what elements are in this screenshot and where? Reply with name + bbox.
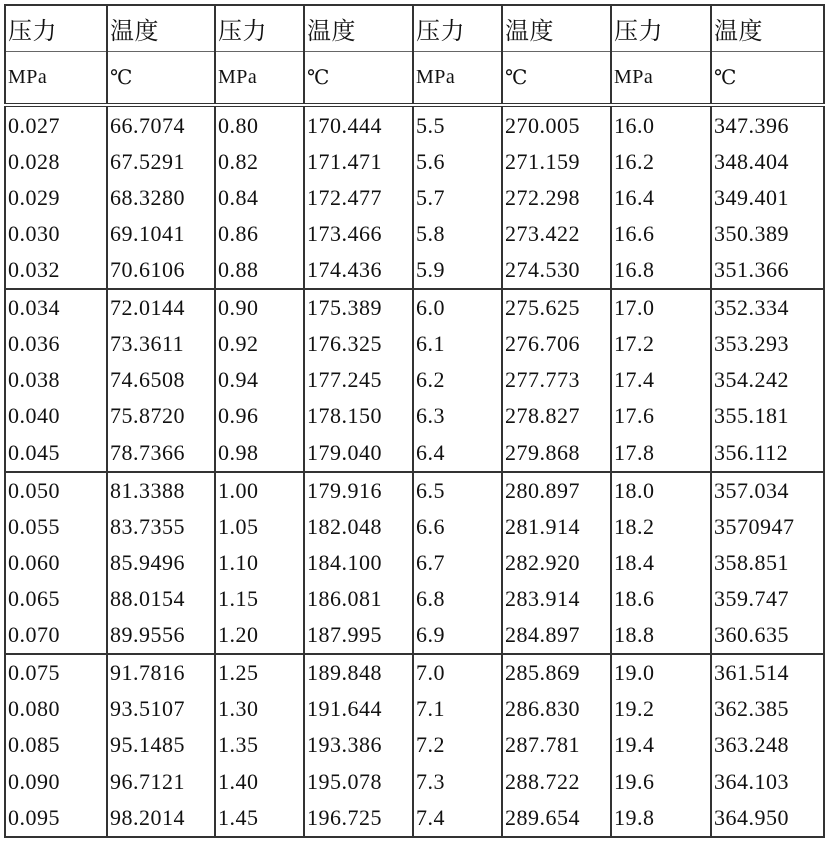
table-cell: 0.050 — [5, 472, 107, 509]
table-cell: 67.5291 — [107, 144, 215, 180]
table-row — [5, 581, 824, 617]
table-cell: 184.100 — [304, 545, 413, 581]
table-cell: 17.0 — [611, 289, 711, 326]
table-cell: 354.242 — [711, 362, 824, 398]
table-cell: 0.98 — [215, 435, 304, 472]
table-cell: 18.4 — [611, 545, 711, 581]
table-cell: 0.095 — [5, 800, 107, 837]
table-cell: 19.4 — [611, 727, 711, 763]
table-cell: 364.950 — [711, 800, 824, 837]
table-cell: 0.034 — [5, 289, 107, 326]
table-cell: 348.404 — [711, 144, 824, 180]
table-cell: 0.80 — [215, 105, 304, 143]
table-cell: 179.916 — [304, 472, 413, 509]
table-row — [5, 326, 824, 362]
table-cell: 359.747 — [711, 581, 824, 617]
table-cell: 7.4 — [413, 800, 502, 837]
table-cell: 0.036 — [5, 326, 107, 362]
table-cell: 0.070 — [5, 617, 107, 654]
table-cell: 19.8 — [611, 800, 711, 837]
table-cell: 5.8 — [413, 216, 502, 252]
table-cell: 271.159 — [502, 144, 611, 180]
table-cell: 0.030 — [5, 216, 107, 252]
table-cell: 357.034 — [711, 472, 824, 509]
table-cell: 17.4 — [611, 362, 711, 398]
table-cell: 70.6106 — [107, 252, 215, 289]
table-cell: 1.45 — [215, 800, 304, 837]
table-cell: 171.471 — [304, 144, 413, 180]
table-cell: 1.10 — [215, 545, 304, 581]
table-cell: 6.4 — [413, 435, 502, 472]
table-row — [5, 764, 824, 800]
table-cell: 6.1 — [413, 326, 502, 362]
table-cell: 187.995 — [304, 617, 413, 654]
table-row — [5, 617, 824, 654]
table-cell: 16.6 — [611, 216, 711, 252]
table-cell: 1.25 — [215, 654, 304, 691]
table-cell: 72.0144 — [107, 289, 215, 326]
header-row — [5, 5, 824, 51]
table-cell: 91.7816 — [107, 654, 215, 691]
table-cell: 7.2 — [413, 727, 502, 763]
table-cell: 19.0 — [611, 654, 711, 691]
table-cell: 178.150 — [304, 398, 413, 434]
table-cell: 5.9 — [413, 252, 502, 289]
table-cell: 289.654 — [502, 800, 611, 837]
table-cell: 0.96 — [215, 398, 304, 434]
table-cell: 1.15 — [215, 581, 304, 617]
table-cell: 98.2014 — [107, 800, 215, 837]
header-cell: 温度 — [107, 5, 215, 51]
table-row — [5, 654, 824, 691]
table-cell: 0.055 — [5, 509, 107, 545]
table-cell: 19.2 — [611, 691, 711, 727]
table-cell: 89.9556 — [107, 617, 215, 654]
table-cell: 19.6 — [611, 764, 711, 800]
table-cell: 0.029 — [5, 180, 107, 216]
table-row — [5, 362, 824, 398]
table-cell: 7.3 — [413, 764, 502, 800]
table-cell: 69.1041 — [107, 216, 215, 252]
table-cell: 270.005 — [502, 105, 611, 143]
table-cell: 362.385 — [711, 691, 824, 727]
table-cell: 0.82 — [215, 144, 304, 180]
table-row — [5, 472, 824, 509]
table-cell: 81.3388 — [107, 472, 215, 509]
table-cell: 174.436 — [304, 252, 413, 289]
table-cell: 6.9 — [413, 617, 502, 654]
table-cell: 74.6508 — [107, 362, 215, 398]
table-cell: 0.88 — [215, 252, 304, 289]
table-row — [5, 216, 824, 252]
table-cell: 18.2 — [611, 509, 711, 545]
table-cell: 0.028 — [5, 144, 107, 180]
table-cell: 0.86 — [215, 216, 304, 252]
table-cell: 195.078 — [304, 764, 413, 800]
table-cell: 0.045 — [5, 435, 107, 472]
table-cell: 0.032 — [5, 252, 107, 289]
table-row — [5, 509, 824, 545]
unit-cell: ℃ — [107, 51, 215, 105]
table-row — [5, 691, 824, 727]
table-cell: 17.6 — [611, 398, 711, 434]
unit-cell: ℃ — [502, 51, 611, 105]
table-cell: 17.8 — [611, 435, 711, 472]
table-cell: 6.5 — [413, 472, 502, 509]
unit-cell: ℃ — [711, 51, 824, 105]
unit-cell: MPa — [413, 51, 502, 105]
header-cell: 温度 — [711, 5, 824, 51]
table-cell: 191.644 — [304, 691, 413, 727]
table-cell: 176.325 — [304, 326, 413, 362]
table-cell: 17.2 — [611, 326, 711, 362]
table-row — [5, 800, 824, 837]
unit-cell: ℃ — [304, 51, 413, 105]
table-cell: 1.00 — [215, 472, 304, 509]
table-cell: 73.3611 — [107, 326, 215, 362]
table-cell: 0.84 — [215, 180, 304, 216]
table-cell: 196.725 — [304, 800, 413, 837]
table-cell: 172.477 — [304, 180, 413, 216]
table-cell: 6.7 — [413, 545, 502, 581]
pressure-temperature-table — [4, 4, 825, 838]
table-cell: 5.6 — [413, 144, 502, 180]
header-cell: 温度 — [502, 5, 611, 51]
table-cell: 189.848 — [304, 654, 413, 691]
table-cell: 349.401 — [711, 180, 824, 216]
table-cell: 360.635 — [711, 617, 824, 654]
table-cell: 0.065 — [5, 581, 107, 617]
table-cell: 96.7121 — [107, 764, 215, 800]
table-cell: 1.05 — [215, 509, 304, 545]
table-cell: 285.869 — [502, 654, 611, 691]
table-cell: 88.0154 — [107, 581, 215, 617]
table-cell: 355.181 — [711, 398, 824, 434]
table-cell: 95.1485 — [107, 727, 215, 763]
table-row — [5, 289, 824, 326]
table-cell: 0.075 — [5, 654, 107, 691]
table-cell: 68.3280 — [107, 180, 215, 216]
table-cell: 0.040 — [5, 398, 107, 434]
table-cell: 1.35 — [215, 727, 304, 763]
table-row — [5, 105, 824, 143]
table-cell: 347.396 — [711, 105, 824, 143]
table-cell: 273.422 — [502, 216, 611, 252]
table-cell: 353.293 — [711, 326, 824, 362]
table-cell: 0.027 — [5, 105, 107, 143]
table-cell: 284.897 — [502, 617, 611, 654]
unit-cell: MPa — [5, 51, 107, 105]
table-cell: 182.048 — [304, 509, 413, 545]
header-cell: 压力 — [215, 5, 304, 51]
table-cell: 276.706 — [502, 326, 611, 362]
table-row — [5, 398, 824, 434]
table-cell: 186.081 — [304, 581, 413, 617]
table-cell: 6.8 — [413, 581, 502, 617]
table-cell: 3570947 — [711, 509, 824, 545]
table-cell: 16.4 — [611, 180, 711, 216]
table-cell: 93.5107 — [107, 691, 215, 727]
table-cell: 177.245 — [304, 362, 413, 398]
table-cell: 16.8 — [611, 252, 711, 289]
table-cell: 85.9496 — [107, 545, 215, 581]
table-cell: 1.30 — [215, 691, 304, 727]
table-cell: 16.2 — [611, 144, 711, 180]
table-cell: 281.914 — [502, 509, 611, 545]
table-cell: 358.851 — [711, 545, 824, 581]
table-cell: 0.92 — [215, 326, 304, 362]
table-cell: 0.90 — [215, 289, 304, 326]
table-cell: 288.722 — [502, 764, 611, 800]
table-cell: 78.7366 — [107, 435, 215, 472]
table-cell: 274.530 — [502, 252, 611, 289]
table-cell: 0.94 — [215, 362, 304, 398]
table-row — [5, 144, 824, 180]
table-cell: 1.40 — [215, 764, 304, 800]
table-cell: 75.8720 — [107, 398, 215, 434]
table-cell: 18.0 — [611, 472, 711, 509]
table-row — [5, 435, 824, 472]
table-row — [5, 252, 824, 289]
table-cell: 0.085 — [5, 727, 107, 763]
table-row — [5, 727, 824, 763]
table-cell: 16.0 — [611, 105, 711, 143]
table-cell: 18.8 — [611, 617, 711, 654]
table-cell: 280.897 — [502, 472, 611, 509]
table-cell: 0.080 — [5, 691, 107, 727]
table-cell: 361.514 — [711, 654, 824, 691]
table-cell: 6.0 — [413, 289, 502, 326]
table-cell: 278.827 — [502, 398, 611, 434]
table-cell: 5.7 — [413, 180, 502, 216]
table-cell: 7.1 — [413, 691, 502, 727]
unit-cell: MPa — [215, 51, 304, 105]
table-cell: 170.444 — [304, 105, 413, 143]
table-cell: 363.248 — [711, 727, 824, 763]
table-cell: 352.334 — [711, 289, 824, 326]
table-cell: 282.920 — [502, 545, 611, 581]
table-cell: 0.038 — [5, 362, 107, 398]
table-cell: 6.2 — [413, 362, 502, 398]
table-cell: 356.112 — [711, 435, 824, 472]
header-cell: 温度 — [304, 5, 413, 51]
table-cell: 286.830 — [502, 691, 611, 727]
table-cell: 283.914 — [502, 581, 611, 617]
table-cell: 18.6 — [611, 581, 711, 617]
header-cell: 压力 — [5, 5, 107, 51]
table-cell: 179.040 — [304, 435, 413, 472]
table-cell: 6.6 — [413, 509, 502, 545]
table-cell: 1.20 — [215, 617, 304, 654]
table-cell: 277.773 — [502, 362, 611, 398]
table-cell: 6.3 — [413, 398, 502, 434]
table-cell: 83.7355 — [107, 509, 215, 545]
unit-cell: MPa — [611, 51, 711, 105]
table-cell: 0.060 — [5, 545, 107, 581]
table-cell: 272.298 — [502, 180, 611, 216]
table-cell: 279.868 — [502, 435, 611, 472]
table-cell: 287.781 — [502, 727, 611, 763]
table-cell: 66.7074 — [107, 105, 215, 143]
table-row — [5, 545, 824, 581]
table-cell: 350.389 — [711, 216, 824, 252]
table-cell: 173.466 — [304, 216, 413, 252]
table-cell: 275.625 — [502, 289, 611, 326]
table-cell: 193.386 — [304, 727, 413, 763]
table-cell: 364.103 — [711, 764, 824, 800]
table-cell: 175.389 — [304, 289, 413, 326]
table-cell: 0.090 — [5, 764, 107, 800]
table-cell: 5.5 — [413, 105, 502, 143]
table-row — [5, 180, 824, 216]
table-cell: 7.0 — [413, 654, 502, 691]
header-cell: 压力 — [611, 5, 711, 51]
header-cell: 压力 — [413, 5, 502, 51]
table-cell: 351.366 — [711, 252, 824, 289]
unit-row — [5, 51, 824, 105]
